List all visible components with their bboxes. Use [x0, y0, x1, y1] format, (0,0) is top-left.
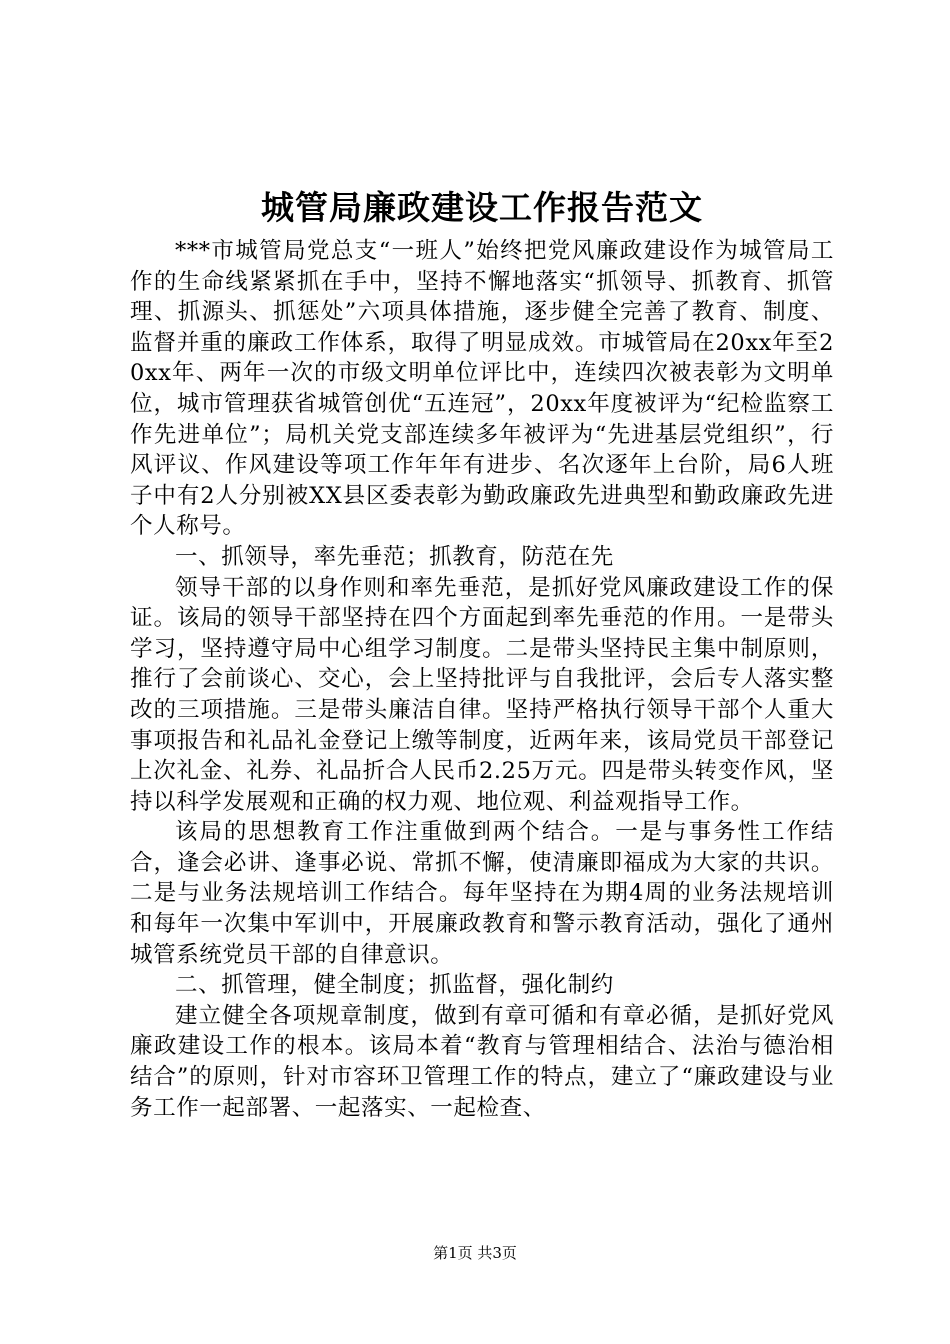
page-number-footer: 第1页 共3页	[433, 1244, 517, 1262]
body-paragraph: 建立健全各项规章制度，做到有章可循和有章必循，是抓好党风廉政建设工作的根本。该局本着“教育与管理相结合、法治与德治相结合”的原则，针对市容环卫管理工作的特点，建立了“廉政建设与业务工作一起部署、一起落实、一起检查、	[130, 1002, 834, 1121]
section-heading-2: 二、抓管理，健全制度；抓监督，强化制约	[175, 972, 614, 999]
body-paragraph: 该局的思想教育工作注重做到两个结合。一是与事务性工作结合，逢会必讲、逢事必说、常抓不懈，使清廉即福成为大家的共识。二是与业务法规培训工作结合。每年坚持在为期4周的业务法规培训和每年一次集中军训中，开展廉政教育和警示教育活动，强化了通州城管系统党员干部的自律意识。	[130, 819, 834, 968]
body-paragraph: 领导干部的以身作则和率先垂范，是抓好党风廉政建设工作的保证。该局的领导干部坚持在四个方面起到率先垂范的作用。一是带头学习，坚持遵守局中心组学习制度。二是带头坚持民主集中制原则，推行了会前谈心、交心，会上坚持批评与自我批评，会后专人落实整改的三项措施。三是带头廉洁自律。坚持严格执行领导干部个人重大事项报告和礼品礼金登记上缴等制度，近两年来，该局党员干部登记上次礼金、礼券、礼品折合人民币2.25万元。四是带头转变作风，坚持以科学发展观和正确的权力观、地位观、利益观指导工作。	[130, 574, 834, 815]
document-title: 城管局廉政建设工作报告范文	[261, 188, 703, 227]
document-body	[130, 236, 834, 1123]
section-heading-1: 一、抓领导，率先垂范；抓教育，防范在先	[175, 543, 614, 570]
intro-paragraph: ***市城管局党总支“一班人”始终把党风廉政建设作为城管局工作的生命线紧紧抓在手中，坚持不懈地落实“抓领导、抓教育、抓管理、抓源头、抓惩处”六项具体措施，逐步健全完善了教育、制度、监督并重的廉政工作体系，取得了明显成效。市城管局在20xx年至20xx年、两年一次的市级文明单位评比中，连续四次被表彰为文明单位，城市管理获省城管创优“五连冠”，20xx年度被评为“纪检监察工作先进单位”；局机关党支部连续多年被评为“先进基层党组织”，行风评议、作风建设等项工作年年有进步、名次逐年上台阶，局6人班子中有2人分别被XX县区委表彰为勤政廉政先进典型和勤政廉政先进个人称号。	[130, 238, 834, 540]
